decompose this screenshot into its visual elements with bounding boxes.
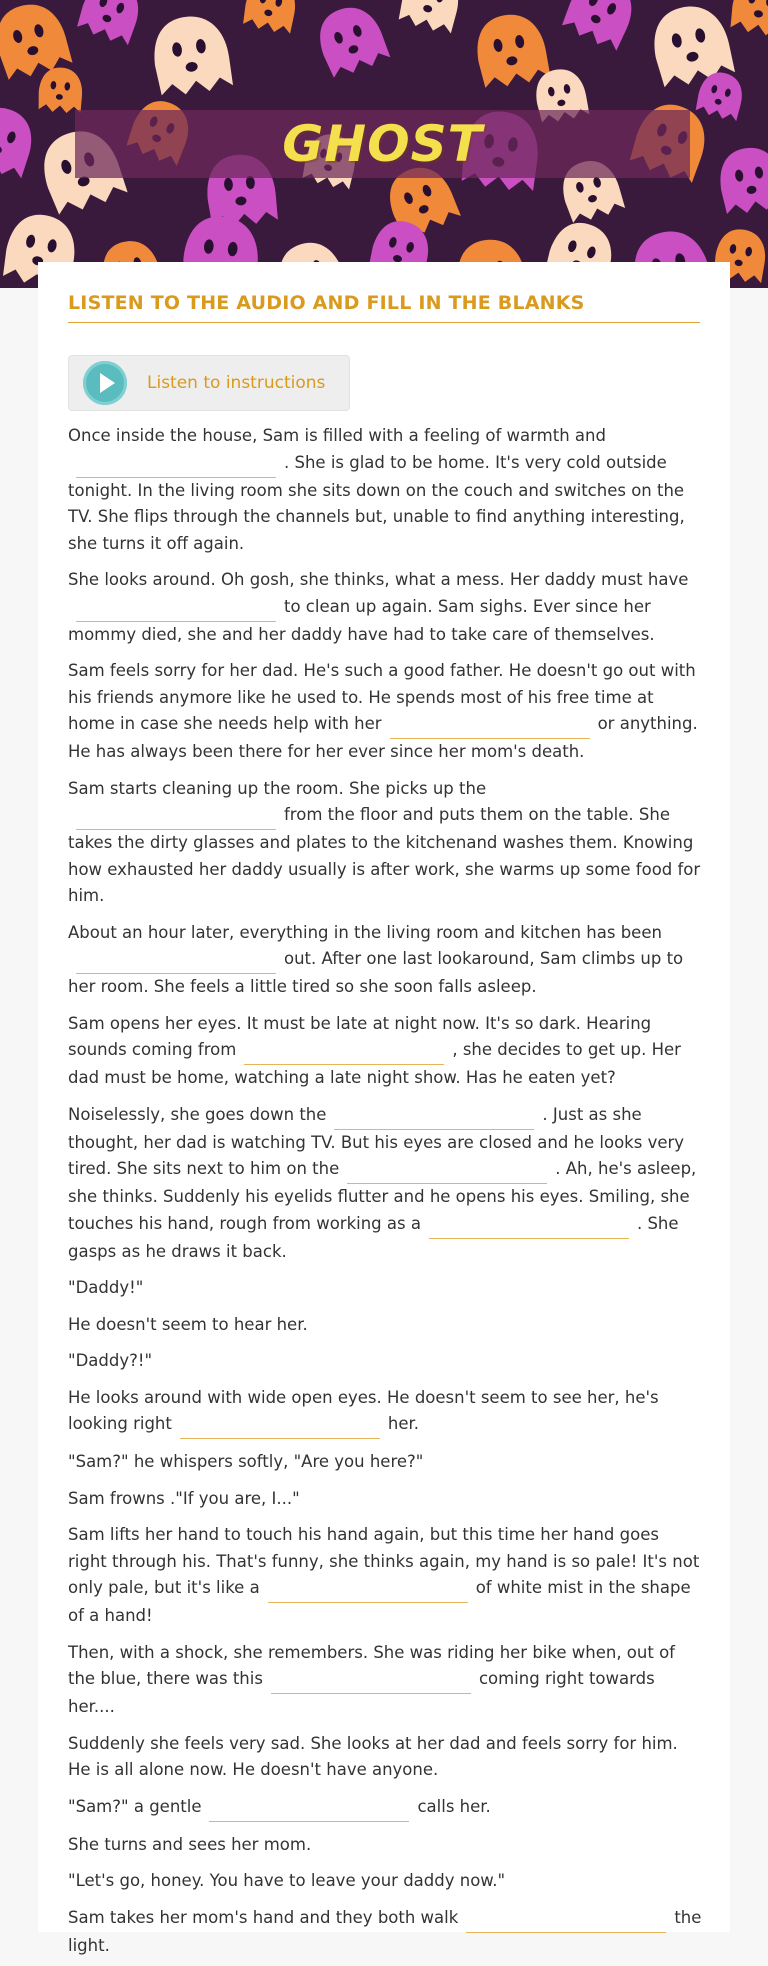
paragraph-9: He doesn't seem to hear her. (68, 1314, 308, 1334)
page-title: GHOST (282, 115, 483, 173)
section-heading: LISTEN TO THE AUDIO AND FILL IN THE BLANKS (68, 292, 700, 323)
worksheet-card (38, 262, 730, 1955)
paragraph-18: She turns and sees her mom. (68, 1834, 312, 1854)
paragraph-16: Suddenly she feels very sad. She looks at her dad and feels sorry for him. He is all alone now. He doesn't have anyone. (68, 1733, 678, 1779)
paragraph-8: "Daddy!" (68, 1278, 144, 1297)
listen-instructions-label: Listen to instructions (147, 373, 326, 393)
blank-13[interactable] (209, 1802, 409, 1822)
blank-10[interactable] (180, 1419, 380, 1439)
blank-2[interactable] (76, 602, 276, 622)
paragraph-11: He looks around with wide open eyes. He doesn't seem to see her, he's looking right her. (68, 1385, 702, 1440)
blank-14[interactable] (466, 1913, 666, 1933)
blank-1[interactable] (76, 458, 276, 478)
title-band (75, 110, 690, 178)
paragraph-2: She looks around. Oh gosh, she thinks, what a mess. Her daddy must haveto clean up again. Sam sighs. Ever since her mommy died, she and her daddy have had to take care of themselves. (68, 570, 689, 644)
paragraph-17: "Sam?" a gentle calls her. (68, 1794, 702, 1822)
story-text (68, 423, 702, 1966)
paragraph-12: "Sam?" he whispers softly, "Are you here?" (68, 1452, 424, 1471)
paragraph-1: Once inside the house, Sam is filled with a feeling of warmth and. She is glad to be home. It's very cold outside tonight. In the living room she sits down on the couch and switches on the TV. She flips through the channels but, unable to find anything interesting, she turns it off again. (68, 426, 685, 553)
blank-3[interactable] (390, 719, 590, 739)
paragraph-5: About an hour later, everything in the living room and kitchen has beenout. After one last lookaround, Sam climbs up to her room. She feels a little tired so she soon falls asleep. (68, 922, 684, 996)
paragraph-7: Noiselessly, she goes down the . Just as she thought, her dad is watching TV. But his eyes are closed and he looks very tired. She sits next to him on the . Ah, he's asleep, she thinks. Suddenly his eyelids flutter and he opens his eyes. Smiling, she touches his hand, rough from working as a . She gasps as he draws it back. (68, 1104, 697, 1261)
blank-7[interactable] (334, 1110, 534, 1130)
paragraph-14: Sam lifts her hand to touch his hand again, but this time her hand goes right through his. That's funny, she thinks again, my hand is so pale! It's not only pale, but it's like a of white mist in the shape of a hand! (68, 1525, 700, 1625)
paragraph-13: Sam frowns ."If you are, I..." (68, 1488, 300, 1508)
paragraph-15: Then, with a shock, she remembers. She was riding her bike when, out of the blue, there was this coming right towards her.... (68, 1642, 675, 1716)
paragraph-20: Sam takes her mom's hand and they both walk the light. (68, 1907, 702, 1955)
listen-instructions-button[interactable] (68, 355, 350, 411)
play-icon[interactable] (83, 361, 127, 405)
blank-5[interactable] (76, 954, 276, 974)
paragraph-19: "Let's go, honey. You have to leave your daddy now." (68, 1871, 506, 1890)
header-banner (0, 0, 768, 288)
blank-4[interactable] (76, 810, 276, 830)
blank-9[interactable] (429, 1219, 629, 1239)
blank-12[interactable] (271, 1674, 471, 1694)
blank-6[interactable] (244, 1045, 444, 1065)
paragraph-10: "Daddy?!" (68, 1351, 153, 1370)
blank-11[interactable] (268, 1583, 468, 1603)
blank-8[interactable] (347, 1164, 547, 1184)
paragraph-4: Sam starts cleaning up the room. She picks up thefrom the floor and puts them on the table. She takes the dirty glasses and plates to the kitchenand washes them. Knowing how exhausted her daddy usually is after work, she warms up some food for him. (68, 778, 701, 905)
paragraph-3: Sam feels sorry for her dad. He's such a good father. He doesn't go out with his friends anymore like he used to. He spends most of his free time at home in case she needs help with her or anything. He has always been there for her ever since her mom's death. (68, 661, 698, 761)
paragraph-6: Sam opens her eyes. It must be late at night now. It's so dark. Hearing sounds coming from , she decides to get up. Her dad must be home, watching a late night show. Has he eaten yet? (68, 1013, 681, 1087)
